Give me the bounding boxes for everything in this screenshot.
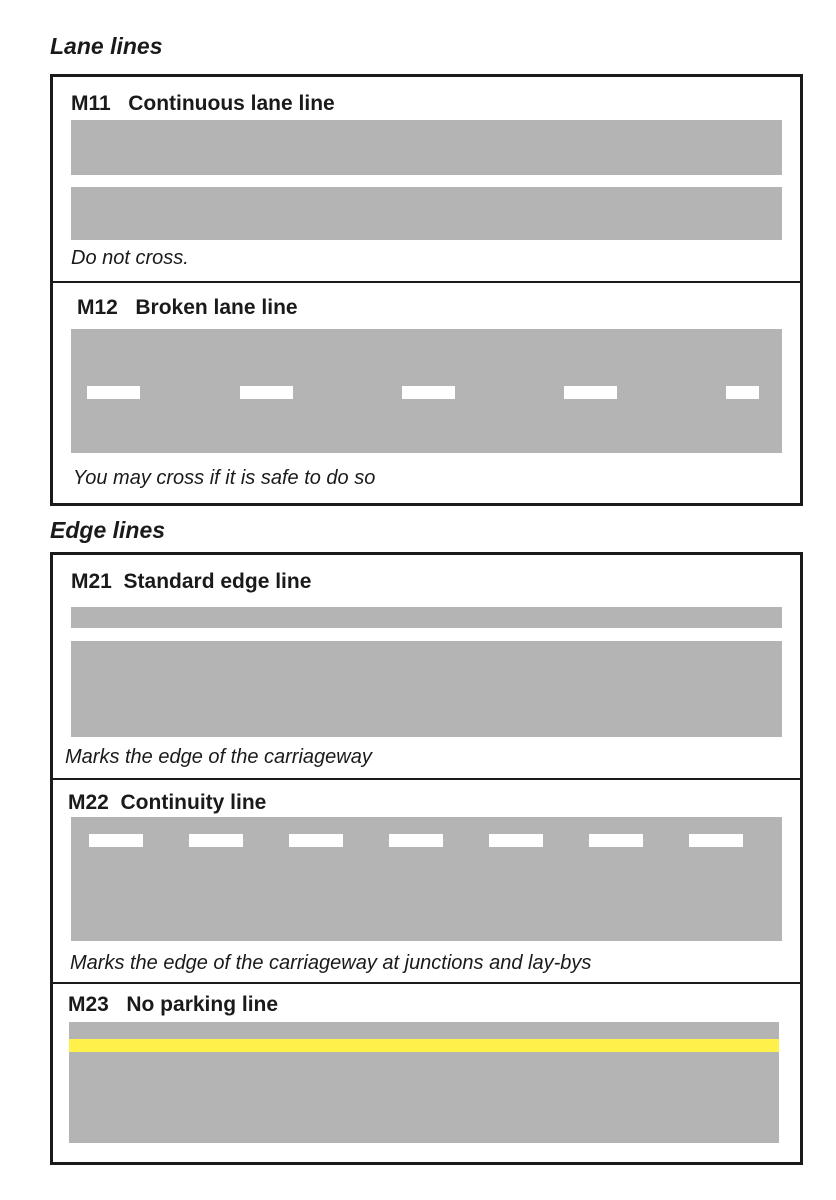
- lane-lines-heading: Lane lines: [50, 33, 163, 59]
- m21-title: M21 Standard edge line: [71, 570, 312, 593]
- lane-dash: [240, 386, 293, 399]
- lane-dash: [402, 386, 455, 399]
- lane-dash: [87, 386, 140, 399]
- m23-title: M23 No parking line: [68, 993, 279, 1016]
- panel-m22: [53, 778, 800, 982]
- m11-road-upper: [71, 120, 782, 175]
- continuity-dash: [289, 834, 343, 847]
- panel-m23: [53, 982, 800, 1162]
- m23-road: [69, 1022, 779, 1143]
- continuity-dash: [89, 834, 143, 847]
- continuity-dash: [489, 834, 543, 847]
- m21-road-edge-strip: [71, 607, 782, 628]
- continuity-dash: [689, 834, 743, 847]
- edge-lines-frame: [50, 552, 803, 1165]
- lane-lines-frame: [50, 74, 803, 506]
- m11-title: M11 Continuous lane line: [71, 92, 335, 115]
- m22-title: M22 Continuity line: [68, 791, 267, 814]
- continuity-dash: [189, 834, 243, 847]
- lane-dash: [564, 386, 617, 399]
- continuity-dash: [389, 834, 443, 847]
- lane-dash: [726, 386, 759, 399]
- m11-road-lower: [71, 187, 782, 240]
- m12-caption: You may cross if it is safe to do so: [73, 467, 376, 489]
- m23-yellow-line: [69, 1039, 779, 1052]
- edge-lines-heading: Edge lines: [50, 517, 166, 543]
- m22-road: [71, 817, 782, 941]
- m21-caption: Marks the edge of the carriageway: [65, 746, 372, 768]
- m12-title: M12 Broken lane line: [77, 296, 298, 319]
- panel-m11: [53, 77, 800, 281]
- m22-caption: Marks the edge of the carriageway at junctions and lay-bys: [70, 952, 592, 974]
- m11-caption: Do not cross.: [71, 247, 189, 269]
- m21-road-main: [71, 641, 782, 737]
- panel-m12: [53, 281, 800, 503]
- continuity-dash: [589, 834, 643, 847]
- m12-road: [71, 329, 782, 453]
- panel-m21: [53, 555, 800, 778]
